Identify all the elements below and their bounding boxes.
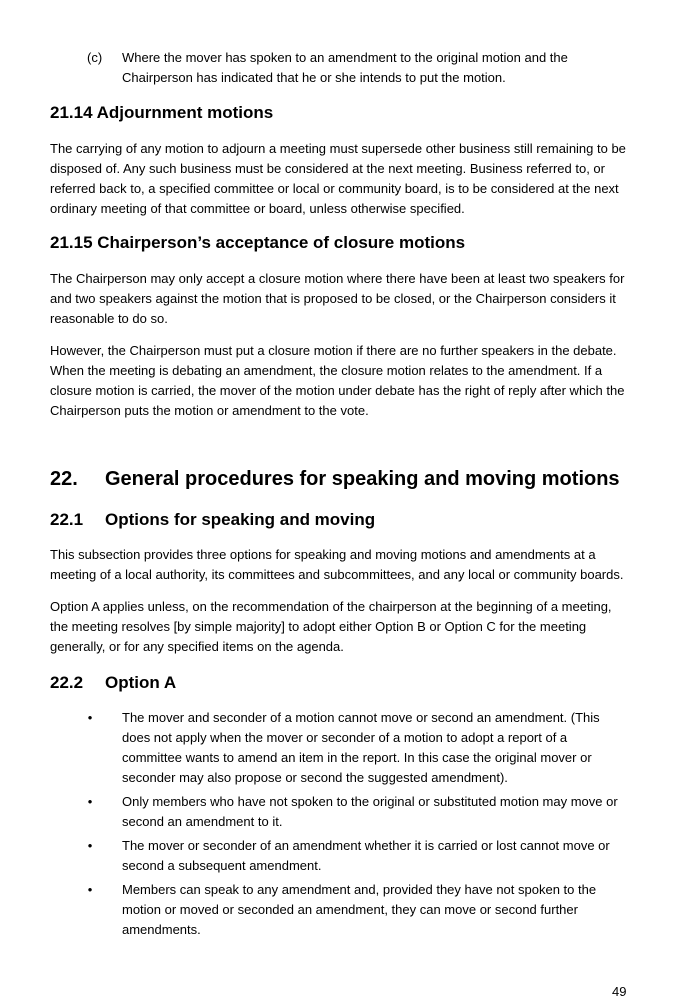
list-item-c-text: Where the mover has spoken to an amendment to the original motion and the Chairperson has indicated that he or she intends to put the motion. [122,50,568,85]
paragraph-option-a-applies: Option A applies unless, on the recommendation of the chairperson at the beginning of a meeting, the meeting resolves [by simple majority] to adopt either Option B or Option C for the meeting generally, or for any specified items on the agenda. [50,599,612,654]
bullet-icon: • [87,838,93,853]
list-item-marker-c: (c) [87,50,103,65]
section-title-22: General procedures for speaking and moving motions [105,468,620,490]
paragraph-closure-acceptance: The Chairperson may only accept a closure motion where there have been at least two speakers for and two speakers against the motion that is proposed to be closed, or the Chairperson considers it reasonable to do so. [50,271,625,326]
bullet-icon: • [87,882,93,897]
page-number: 49 [612,984,627,999]
section-number-22-1: 22.1 [50,510,84,529]
section-heading-22-2 [50,672,176,694]
section-title-22-1: Options for speaking and moving [105,510,376,529]
bullet-item-2: Only members who have not spoken to the original or substituted motion may move or second an amendment to it. [122,794,618,829]
bullet-icon: • [87,710,93,725]
paragraph-adjournment: The carrying of any motion to adjourn a meeting must supersede other business still remaining to be disposed of. Any such business must be considered at the next meeting. Business referred to, or referred back to, a specified committee or local or community board, is to be considered at the next ordinary meeting of that committee or board, unless otherwise specified. [50,141,626,216]
section-heading-22 [50,466,620,492]
section-number-22: 22. [50,468,78,490]
section-heading-21-15: 21.15 Chairperson’s acceptance of closure motions [50,233,466,252]
paragraph-closure-requirement: However, the Chairperson must put a closure motion if there are no further speakers in the debate. When the meeting is debating an amendment, the closure motion relates to the amendment. If a closure motion is carried, the mover of the motion under debate has the right of reply after which the Chairperson puts the motion or amendment to the vote. [50,343,625,418]
bullet-item-1: The mover and seconder of a motion cannot move or second an amendment. (This does not apply when the mover or seconder of a motion to adopt a report of a committee wants to amend an item in the report. In this case the original mover or seconder may also propose or second the suggested amendment). [122,710,600,785]
paragraph-subsection-options: This subsection provides three options for speaking and moving motions and amendments at a meeting of a local authority, its committees and subcommittees, and any local or community boards. [50,547,624,582]
section-heading-22-1 [50,509,375,531]
section-heading-21-14: 21.14 Adjournment motions [50,103,274,122]
bullet-icon: • [87,794,93,809]
section-title-22-2: Option A [105,673,177,692]
bullet-item-4: Members can speak to any amendment and, provided they have not spoken to the motion or moved or seconded an amendment, they can move or second further amendments. [122,882,597,937]
section-number-22-2: 22.2 [50,673,84,692]
bullet-item-3: The mover or seconder of an amendment whether it is carried or lost cannot move or second a subsequent amendment. [122,838,610,873]
